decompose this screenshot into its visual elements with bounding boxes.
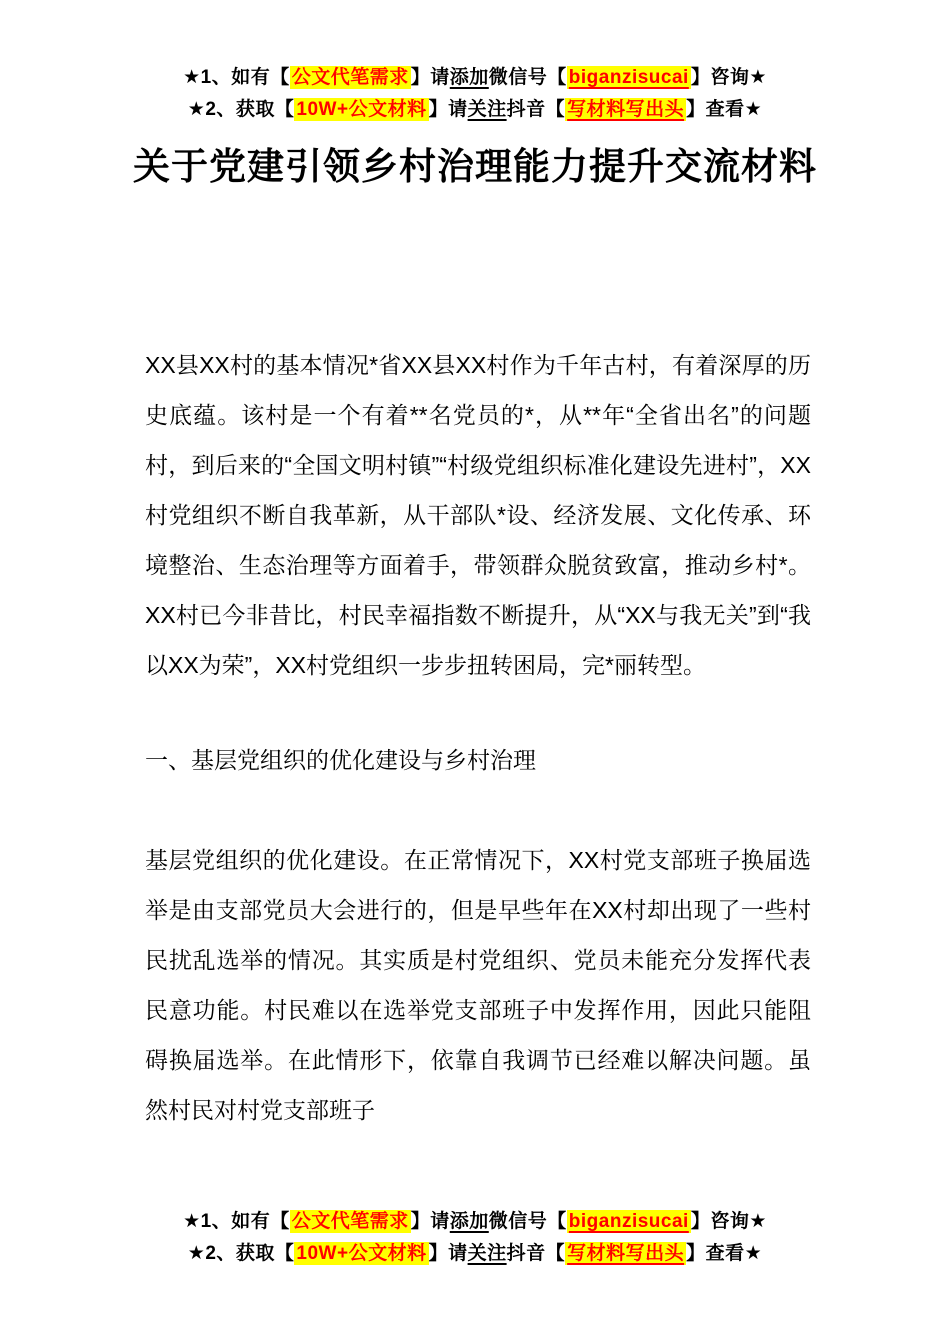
promo-underlined-text: 关注: [467, 1243, 507, 1264]
promo-text-segment: ★2、获取【: [187, 1243, 295, 1264]
promo-header: [0, 62, 950, 126]
promo-text-segment: ★1、如有【: [183, 1211, 290, 1232]
promo-footer-line-1: [0, 1206, 950, 1238]
promo-text-segment: 微信号【: [488, 1211, 567, 1232]
promo-text-segment: 】咨询★: [690, 67, 767, 88]
promo-text-segment: 抖音【: [506, 1243, 566, 1264]
section-heading-1: 一、基层党组织的优化建设与乡村治理: [145, 747, 536, 773]
promo-highlight: 10W+公文材料: [296, 99, 427, 120]
promo-text-segment: 】查看★: [686, 99, 763, 120]
promo-wechat-id: biganzisucai: [568, 67, 689, 88]
promo-footer-line-2: [0, 1238, 950, 1270]
promo-douyin-id: 写材料写出头: [567, 99, 685, 120]
document-title: 关于党建引领乡村治理能力提升交流材料: [133, 146, 817, 187]
promo-footer: [0, 1206, 950, 1270]
paragraph-section-1: 基层党组织的优化建设。在正常情况下，XX村党支部班子换届选举是由支部党员大会进行的，但是早些年在XX村却出现了一些村民扰乱选举的情况。其实质是村党组织、党员未能充分发挥代表民意功能。村民难以在选举党支部班子中发挥作用，因此只能阻碍换届选举。在此情形下，依靠自我调节已经难以解决问题。虽然村民对村党支部班子: [145, 847, 811, 1123]
promo-highlight: 公文代笔需求: [291, 1211, 409, 1232]
promo-header-line-2: [0, 94, 950, 126]
paragraph-intro: XX县XX村的基本情况*省XX县XX村作为千年古村，有着深厚的历史底蕴。该村是一个有着**名党员的*，从**年“全省出名”的问题村，到后来的“全国文明村镇”“村级党组织标准化建设先进村”，XX村党组织不断自我革新，从干部队*设、经济发展、文化传承、环境整治、生态治理等方面着手，带领群众脱贫致富，推动乡村*。XX村已今非昔比，村民幸福指数不断提升，从“XX与我无关”到“我以XX为荣”，XX村党组织一步步扭转困局，完*丽转型。: [145, 352, 811, 678]
promo-text-segment: 】请: [410, 67, 450, 88]
promo-text-segment: ★2、获取【: [187, 99, 295, 120]
promo-underlined-text: 关注: [467, 99, 507, 120]
promo-text-segment: ★1、如有【: [183, 67, 290, 88]
promo-text-segment: 】查看★: [686, 1243, 763, 1264]
promo-text-segment: 微信号【: [488, 67, 567, 88]
promo-wechat-id: biganzisucai: [568, 1211, 689, 1232]
promo-header-line-1: [0, 62, 950, 94]
promo-highlight: 公文代笔需求: [291, 67, 409, 88]
promo-text-segment: 】请: [428, 99, 468, 120]
document-body: [145, 340, 811, 1135]
promo-underlined-text: 添加: [449, 1211, 489, 1232]
promo-underlined-text: 添加: [449, 67, 489, 88]
promo-text-segment: 】请: [428, 1243, 468, 1264]
promo-highlight: 10W+公文材料: [296, 1243, 427, 1264]
promo-douyin-id: 写材料写出头: [567, 1243, 685, 1264]
promo-text-segment: 抖音【: [506, 99, 566, 120]
promo-text-segment: 】咨询★: [690, 1211, 767, 1232]
promo-text-segment: 】请: [410, 1211, 450, 1232]
